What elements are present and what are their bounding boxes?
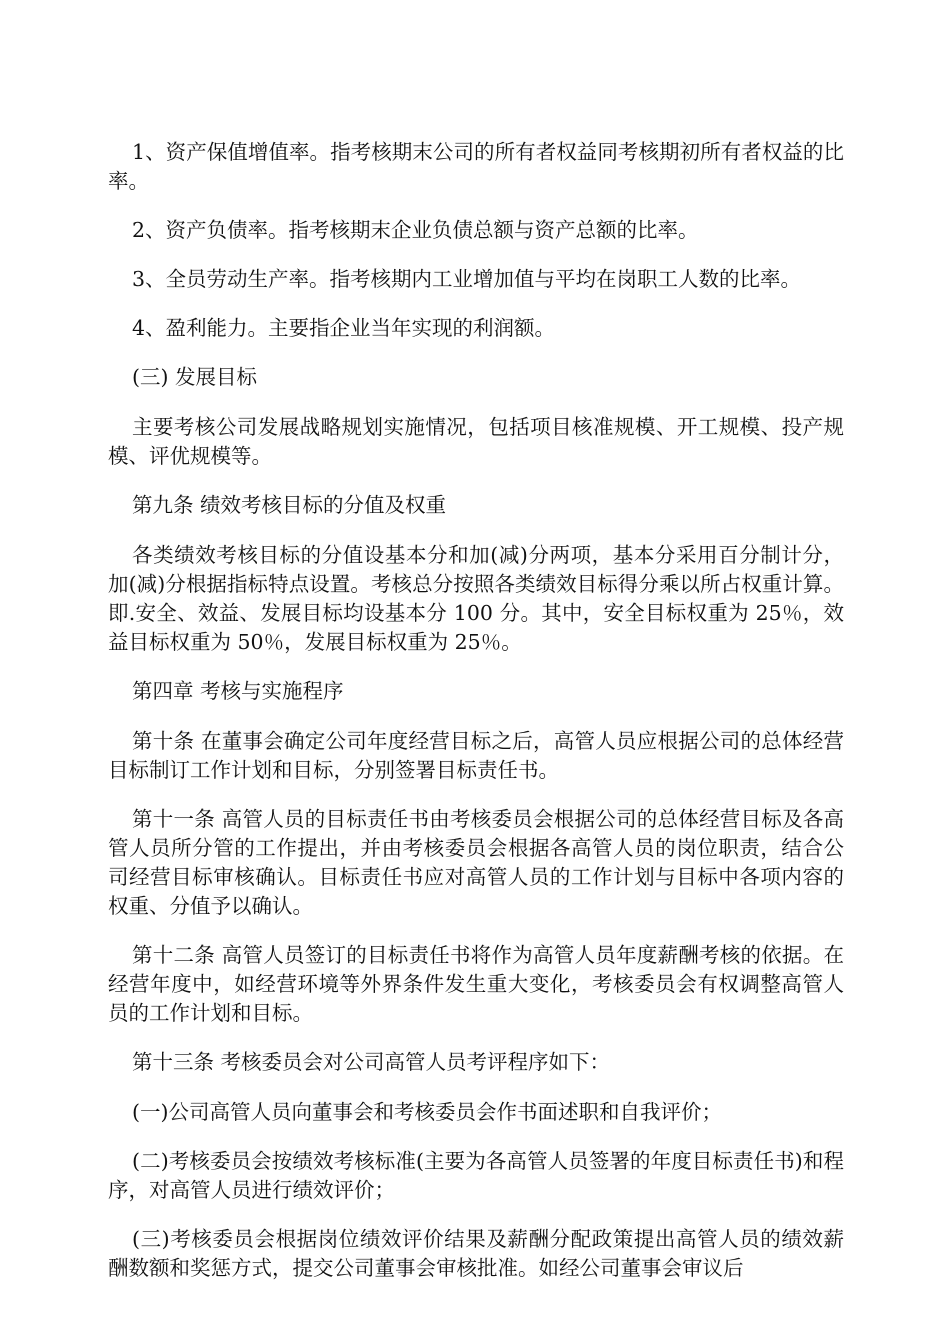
heading-development-goals: (三) 发展目标 xyxy=(132,365,258,389)
paragraph-procedure-3: (三)考核委员会根据岗位绩效评价结果及薪酬分配政策提出高管人员的绩效薪酬数额和奖惩方式，提交公司董事会审核批准。如经公司董事会审议后 xyxy=(108,1227,844,1280)
paragraph-procedure-1: (一)公司高管人员向董事会和考核委员会作书面述职和自我评价； xyxy=(132,1100,722,1124)
heading-article-9: 第九条 绩效考核目标的分值及权重 xyxy=(132,493,447,517)
heading-chapter-4: 第四章 考核与实施程序 xyxy=(132,679,344,703)
paragraph-article-12: 第十二条 高管人员签订的目标责任书将作为高管人员年度薪酬考核的依据。在经营年度中，如经营环境等外界条件发生重大变化，考核委员会有权调整高管人员的工作计划和目标。 xyxy=(108,943,844,1025)
document-page xyxy=(108,138,844,1303)
heading-article-13: 第十三条 考核委员会对公司高管人员考评程序如下： xyxy=(132,1050,611,1074)
paragraph-labor-productivity: 3、全员劳动生产率。指考核期内工业增加值与平均在岗职工人数的比率。 xyxy=(132,267,802,291)
paragraph-debt-ratio: 2、资产负债率。指考核期末企业负债总额与资产总额的比率。 xyxy=(132,218,699,242)
paragraph-scores-weights: 各类绩效考核目标的分值设基本分和加(减)分两项，基本分采用百分制计分，加(减)分根据指标特点设置。考核总分按照各类绩效目标得分乘以所占权重计算。即.安全、效益、发展目标均设基本分 100 分。其中，安全目标权重为 25％，效益目标权重为 50％，发展目标权重为 25％。 xyxy=(108,543,844,654)
paragraph-procedure-2: (二)考核委员会按绩效考核标准(主要为各高管人员签署的年度目标责任书)和程序，对高管人员进行绩效评价； xyxy=(108,1149,844,1202)
paragraph-development-assessment: 主要考核公司发展战略规划实施情况，包括项目核准规模、开工规模、投产规模、评优规模等。 xyxy=(108,415,844,468)
paragraph-asset-value-rate: 1、资产保值增值率。指考核期末公司的所有者权益同考核期初所有者权益的比率。 xyxy=(108,140,844,193)
paragraph-article-11: 第十一条 高管人员的目标责任书由考核委员会根据公司的总体经营目标及各高管人员所分管的工作提出，并由考核委员会根据各高管人员的岗位职责，结合公司经营目标审核确认。目标责任书应对高管人员的工作计划与目标中各项内容的权重、分值予以确认。 xyxy=(108,807,844,918)
paragraph-article-10: 第十条 在董事会确定公司年度经营目标之后，高管人员应根据公司的总体经营目标制订工作计划和目标，分别签署目标责任书。 xyxy=(108,729,844,782)
paragraph-profitability: 4、盈利能力。主要指企业当年实现的利润额。 xyxy=(132,316,556,340)
